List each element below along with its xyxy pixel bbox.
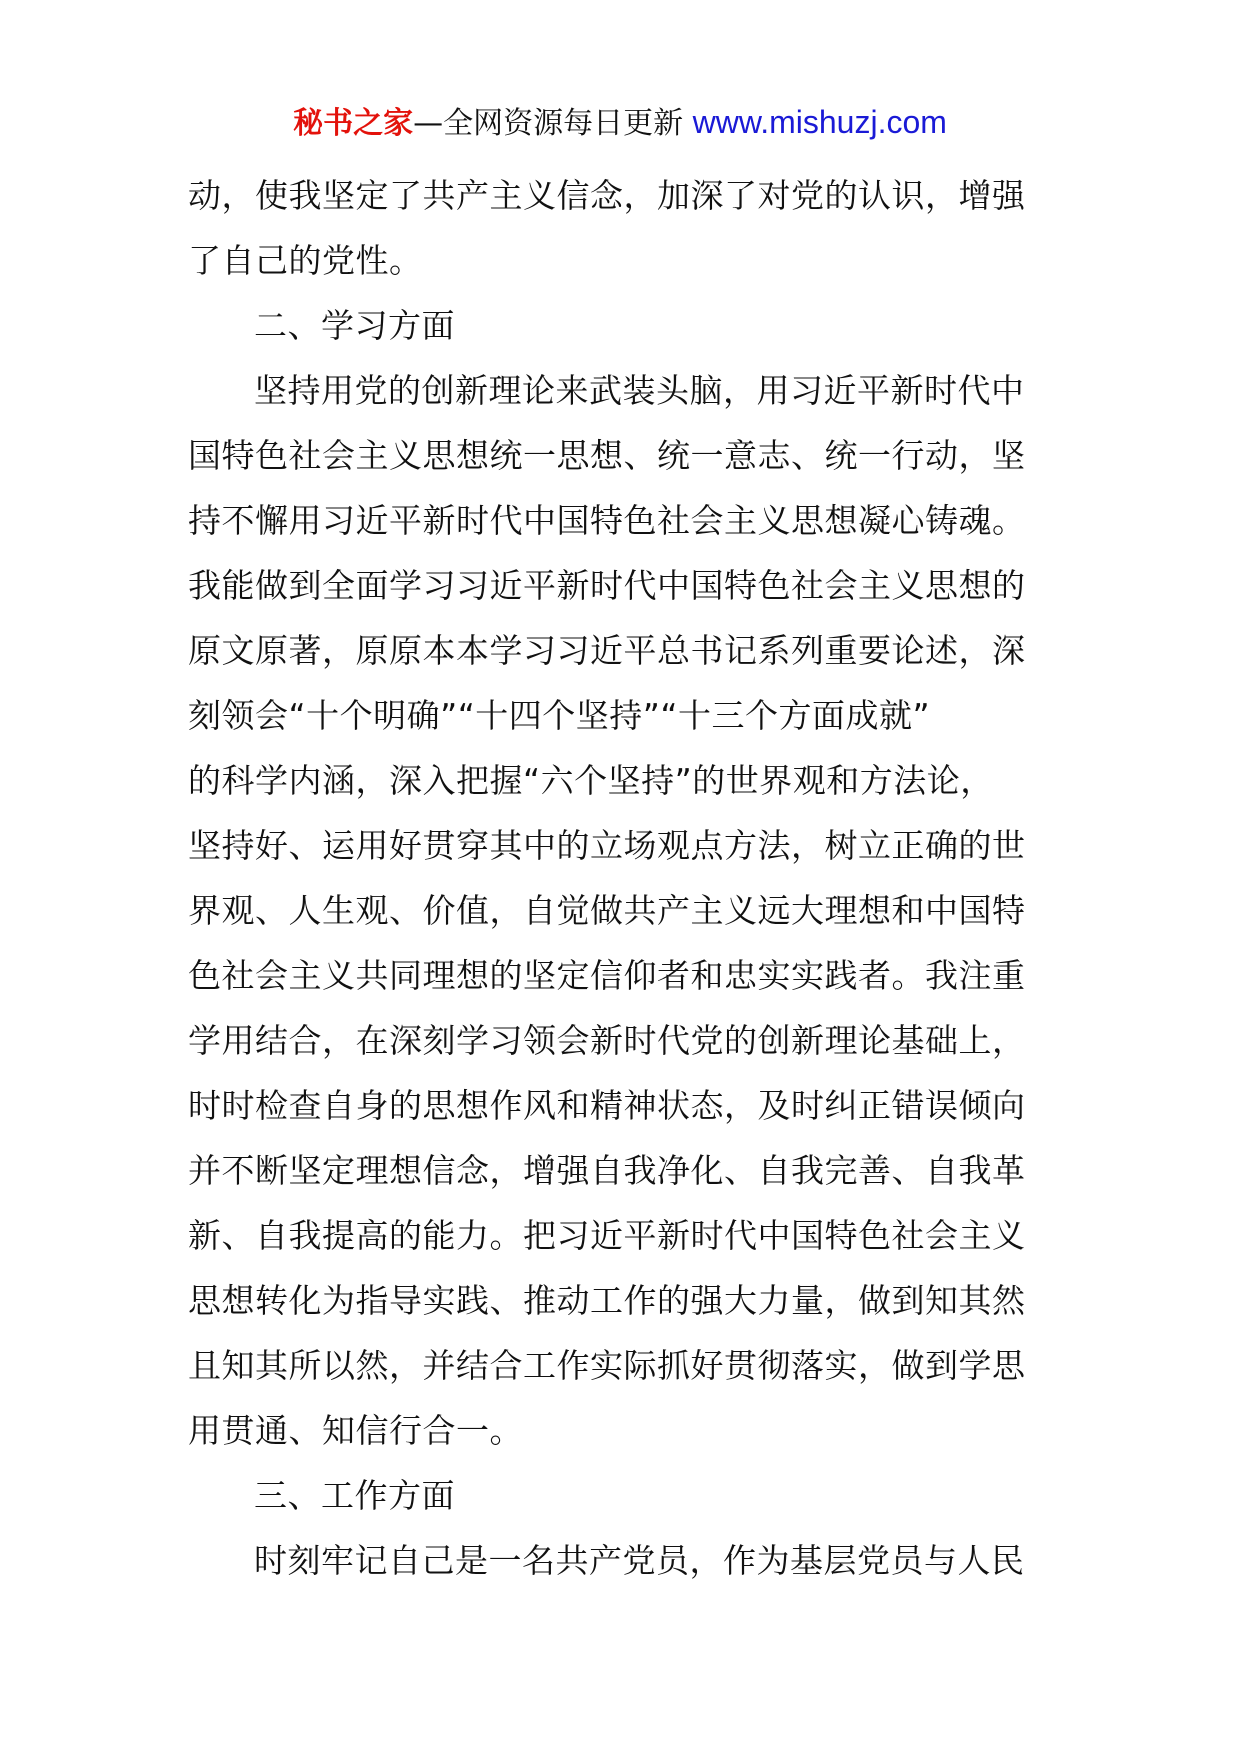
text-line: 思想转化为指导实践、推动工作的强大力量，做到知其然 <box>188 1281 1026 1320</box>
brand-name: 秘书之家 <box>293 106 414 141</box>
text-line: 且知其所以然，并结合工作实际抓好贯彻落实，做到学思 <box>188 1346 1026 1385</box>
page-header <box>0 100 1240 146</box>
document-body <box>188 163 1058 1593</box>
text-line: 原文原著，原原本本学习习近平总书记系列重要论述，深 <box>188 631 1026 670</box>
text-line: 新、自我提高的能力。把习近平新时代中国特色社会主义 <box>188 1216 1026 1255</box>
text-line: 学用结合，在深刻学习领会新时代党的创新理论基础上， <box>188 1021 1026 1060</box>
text-line: 坚持好、运用好贯穿其中的立场观点方法，树立正确的世 <box>188 826 1026 865</box>
website-link[interactable]: www.mishuzj.com <box>692 104 947 140</box>
text-line: 刻领会“十个明确”“十四个坚持”“十三个方面成就” <box>188 696 931 735</box>
text-line: 色社会主义共同理想的坚定信仰者和忠实实践者。我注重 <box>188 956 1026 995</box>
text-line: 时时检查自身的思想作风和精神状态，及时纠正错误倾向 <box>188 1086 1026 1125</box>
text-line: 的科学内涵，深入把握“六个坚持”的世界观和方法论， <box>188 761 994 800</box>
text-line: 我能做到全面学习习近平新时代中国特色社会主义思想的 <box>188 566 1026 605</box>
text-line: 并不断坚定理想信念，增强自我净化、自我完善、自我革 <box>188 1151 1026 1190</box>
text-line: 了自己的党性。 <box>188 241 423 280</box>
text-line: 动，使我坚定了共产主义信念，加深了对党的认识，增强 <box>188 176 1026 215</box>
header-tagline: —全网资源每日更新 <box>413 106 684 141</box>
text-line: 国特色社会主义思想统一思想、统一意志、统一行动，坚 <box>188 436 1026 475</box>
text-line: 界观、人生观、价值，自觉做共产主义远大理想和中国特 <box>188 891 1026 930</box>
section-heading-work: 三、工作方面 <box>254 1476 455 1515</box>
text-line: 用贯通、知信行合一。 <box>188 1411 523 1450</box>
text-line: 坚持用党的创新理论来武装头脑，用习近平新时代中 <box>254 371 1025 410</box>
section-heading-study: 二、学习方面 <box>254 306 455 345</box>
text-line: 时刻牢记自己是一名共产党员，作为基层党员与人民 <box>254 1541 1025 1580</box>
text-line: 持不懈用习近平新时代中国特色社会主义思想凝心铸魂。 <box>188 501 1026 540</box>
